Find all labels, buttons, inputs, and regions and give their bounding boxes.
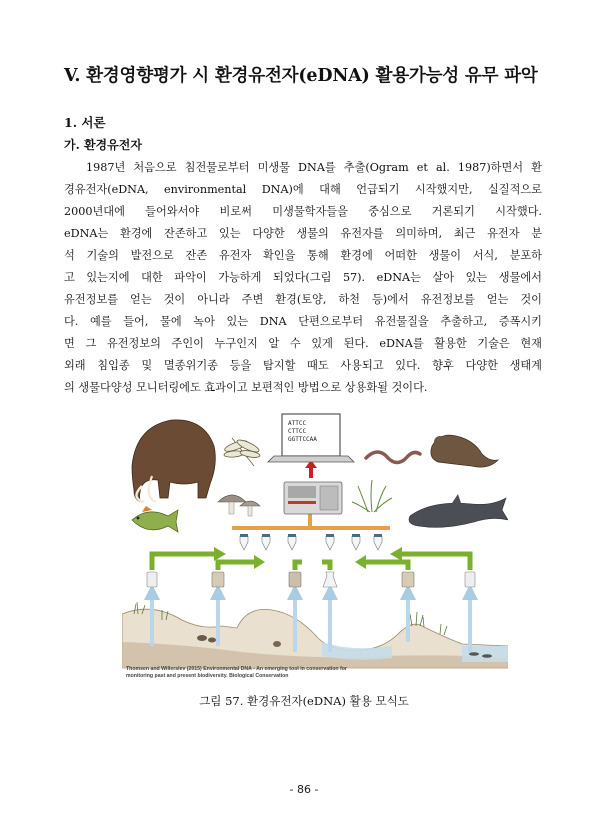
tube-icon	[262, 536, 270, 550]
sample-jar-icon	[465, 572, 475, 587]
flask-icon	[323, 572, 337, 587]
subsection-title: 가. 환경유전자	[64, 138, 142, 152]
tube-icon	[374, 536, 382, 550]
tube-icon	[352, 536, 360, 550]
tube-row	[240, 534, 382, 550]
body-line: 경유전자(eDNA, environmental DNA)에 대해 언급되기 시작했지만, 실질적으로	[64, 183, 542, 196]
tube-icon	[326, 536, 334, 550]
tube-icon	[240, 536, 248, 550]
figure-credit: Thomsen and Willerslev (2015) Environmental DNA - An emerging tool in conservation for monitoring past and present biodiversity. Biological Conservation	[126, 666, 347, 679]
body-line: 의 생물다양성 모니터링에도 효과이고 보편적인 방법으로 상용화될 것이다.	[64, 381, 428, 394]
pooling-bar	[232, 512, 390, 530]
grass-icon	[352, 480, 392, 512]
mammoth-icon	[132, 420, 215, 502]
sample-jar-icon	[147, 572, 157, 587]
otter-icon	[431, 435, 498, 467]
edna-figure	[122, 406, 508, 681]
edna-diagram	[122, 406, 508, 681]
body-line: 외래 침입종 및 멸종위기종 등을 탐지할 때도 사용되고 있다. 향후 다양한 생태계	[64, 359, 542, 372]
sequence-line: CTTCC	[288, 428, 307, 435]
sequencer-icon	[284, 482, 342, 514]
body-line: 면 그 유전정보의 주인이 누구인지 알 수 있게 된다. eDNA를 활용한 기술은 현재	[64, 337, 542, 350]
body-line: 고 있는지에 대한 파악이 가능하게 되었다(그림 57). eDNA는 살아 있는 생물에서	[64, 271, 542, 284]
mushroom-icon	[218, 495, 260, 516]
section-title: 1. 서론	[64, 115, 106, 130]
soil-core-icon	[289, 572, 301, 587]
sample-row	[147, 572, 475, 587]
body-paragraph	[64, 157, 542, 399]
data-arrows	[305, 460, 317, 478]
soil-core-icon	[212, 572, 224, 587]
worm-icon	[366, 452, 420, 463]
soil-core-icon	[402, 572, 414, 587]
page-number: - 86 -	[289, 783, 319, 796]
sequence-line: GGTTCCAA	[288, 436, 317, 443]
sequence-line: ATTCC	[288, 420, 307, 427]
body-line: 다. 예를 들어, 물에 녹아 있는 DNA 단편으로부터 유전물질을 추출하고, 증폭시키	[64, 315, 542, 328]
dragonfly-icon	[224, 438, 261, 466]
figure-caption: 그림 57. 환경유전자(eDNA) 활용 모식도	[199, 694, 409, 708]
chapter-title: V. 환경영향평가 시 환경유전자(eDNA) 활용가능성 유무 파악	[64, 66, 538, 86]
fish-icon	[132, 506, 178, 532]
tube-icon	[288, 536, 296, 550]
porpoise-icon	[409, 494, 508, 527]
ground-section	[122, 602, 508, 668]
body-line: 2000년대에 들어와서야 비로써 미생물학자들을 중심으로 거론되기 시작했다.	[64, 205, 542, 218]
body-line: 1987년 처음으로 침전물로부터 미생물 DNA를 추출(Ogram et al. 1987)하면서 환	[86, 161, 542, 174]
water-body	[322, 642, 392, 660]
body-line: 석 기술의 발전으로 잔존 유전자 확인을 통해 환경에 어떠한 생물이 서식, 분포하	[64, 249, 542, 262]
laptop-icon	[268, 414, 354, 462]
body-line: 유전정보를 얻는 것이 아니라 주변 환경(토양, 하천 등)에서 유전정보를 얻는 것이	[64, 293, 542, 306]
green-arrows	[152, 554, 470, 570]
body-line: eDNA는 환경에 잔존하고 있는 다양한 생물의 유전자를 의미하며, 최근 유전자 분	[64, 227, 542, 240]
